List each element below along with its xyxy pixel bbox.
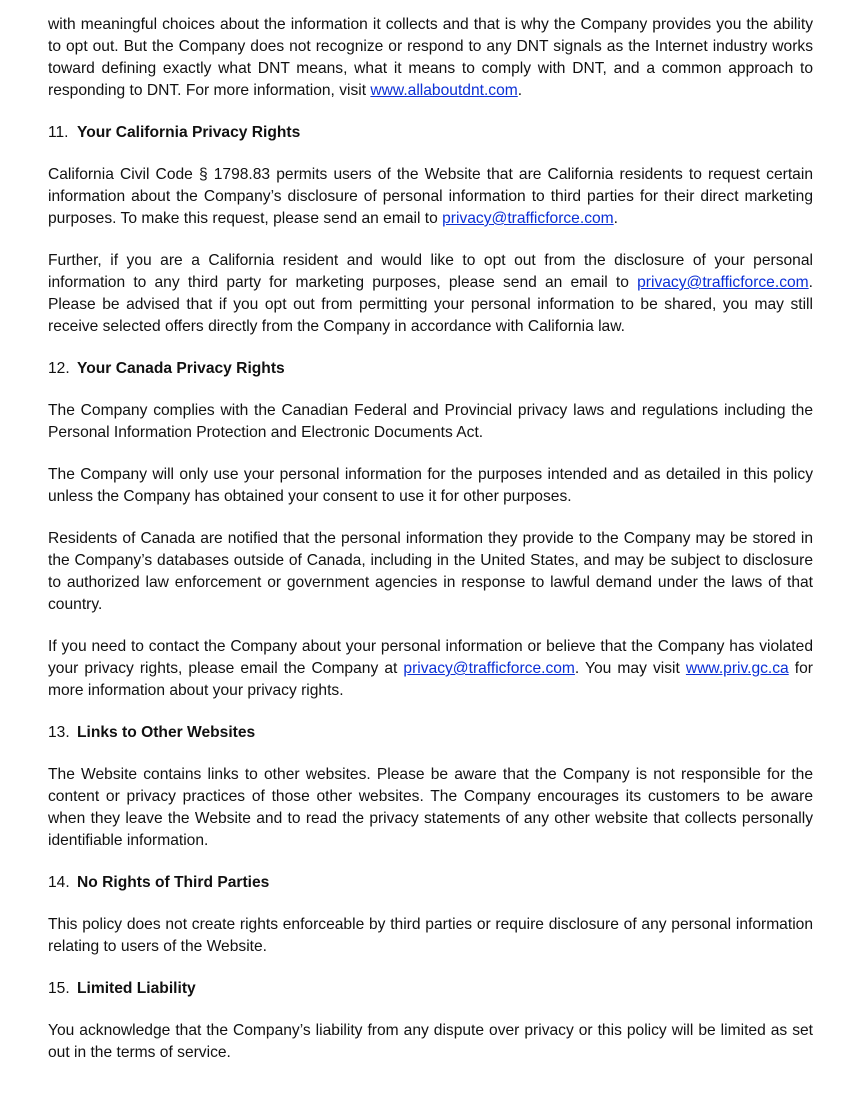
dnt-text-end: . [517,82,523,99]
canada-text-4: If you need to contact the Company about your personal information or believe that the Company has violated your privacy rights, please email the Company at [48,638,813,677]
dnt-text: with meaningful choices about the information it collects and that is why the Company provides you the ability to opt out. But the Company does not recognize or respond to any DNT signals as the Internet industry works toward defining exactly what DNT means, what it means to comply with DNT, and a common approach to responding to DNT. For more information, visit [48,16,813,99]
section-14-heading [48,872,813,894]
section-12-heading [48,358,813,380]
canada-paragraph-1: The Company complies with the Canadian Federal and Provincial privacy laws and regulations including the Personal Information Protection and Electronic Documents Act. [48,402,813,441]
privacy-email-link-3[interactable]: privacy@trafficforce.com [403,660,575,677]
canada-paragraph-2: The Company will only use your personal information for the purposes intended and as detailed in this policy unless the Company has obtained your consent to use it for other purposes. [48,466,813,505]
section-11-title: Your California Privacy Rights [77,124,301,141]
california-text-2-end: . Please be advised that if you opt out from permitting your personal information to be shared, you may still receive selected offers directly from the Company in accordance with California law. [48,274,813,335]
california-paragraph-2 [48,250,813,338]
section-15-heading [48,978,813,1000]
section-13-title: Links to Other Websites [77,724,256,741]
section-12-title: Your Canada Privacy Rights [77,360,285,377]
section-13-heading [48,722,813,744]
section-11-heading [48,122,813,144]
section-15-title: Limited Liability [77,980,196,997]
canada-text-4-mid: . You may visit [574,660,686,677]
privacy-email-link-1[interactable]: privacy@trafficforce.com [442,210,614,227]
liability-paragraph: You acknowledge that the Company’s liability from any dispute over privacy or this policy will be limited as set out in the terms of service. [48,1022,813,1061]
california-paragraph-1 [48,164,813,230]
california-text-1-end: . [613,210,618,227]
section-11-number: 11. [48,124,69,141]
canada-text-4-end: for more information about your privacy rights. [48,660,813,699]
california-text-2: Further, if you are a California resident and would like to opt out from the disclosure of your personal information to any third party for marketing purposes, please send an email to [48,252,813,291]
third-parties-paragraph: This policy does not create rights enforceable by third parties or require disclosure of any personal information relating to users of the Website. [48,916,813,955]
dnt-paragraph [48,14,813,102]
allaboutdnt-link[interactable]: www.allaboutdnt.com [370,82,518,99]
privacy-policy-page [48,14,813,1084]
priv-gc-ca-link[interactable]: www.priv.gc.ca [685,660,789,677]
section-12-number: 12. [48,360,70,377]
canada-paragraph-3: Residents of Canada are notified that the personal information they provide to the Company may be stored in the Company’s databases outside of Canada, including in the United States, and may be subject to disclosure to authorized law enforcement or government agencies in response to lawful demand under the laws of that country. [48,530,813,613]
california-text-1: California Civil Code § 1798.83 permits users of the Website that are California residents to request certain information about the Company’s disclosure of personal information to third parties for their direct marketing purposes. To make this request, please send an email to [48,166,813,227]
privacy-email-link-2[interactable]: privacy@trafficforce.com [637,274,809,291]
section-14-title: No Rights of Third Parties [77,874,270,891]
section-13-number: 13. [48,724,70,741]
section-15-number: 15. [48,980,70,997]
canada-paragraph-4 [48,636,813,702]
section-14-number: 14. [48,874,70,891]
links-paragraph: The Website contains links to other websites. Please be aware that the Company is not responsible for the content or privacy practices of those other websites. The Company encourages its customers to be aware when they leave the Website and to read the privacy statements of any other website that collects personally identifiable information. [48,766,813,849]
